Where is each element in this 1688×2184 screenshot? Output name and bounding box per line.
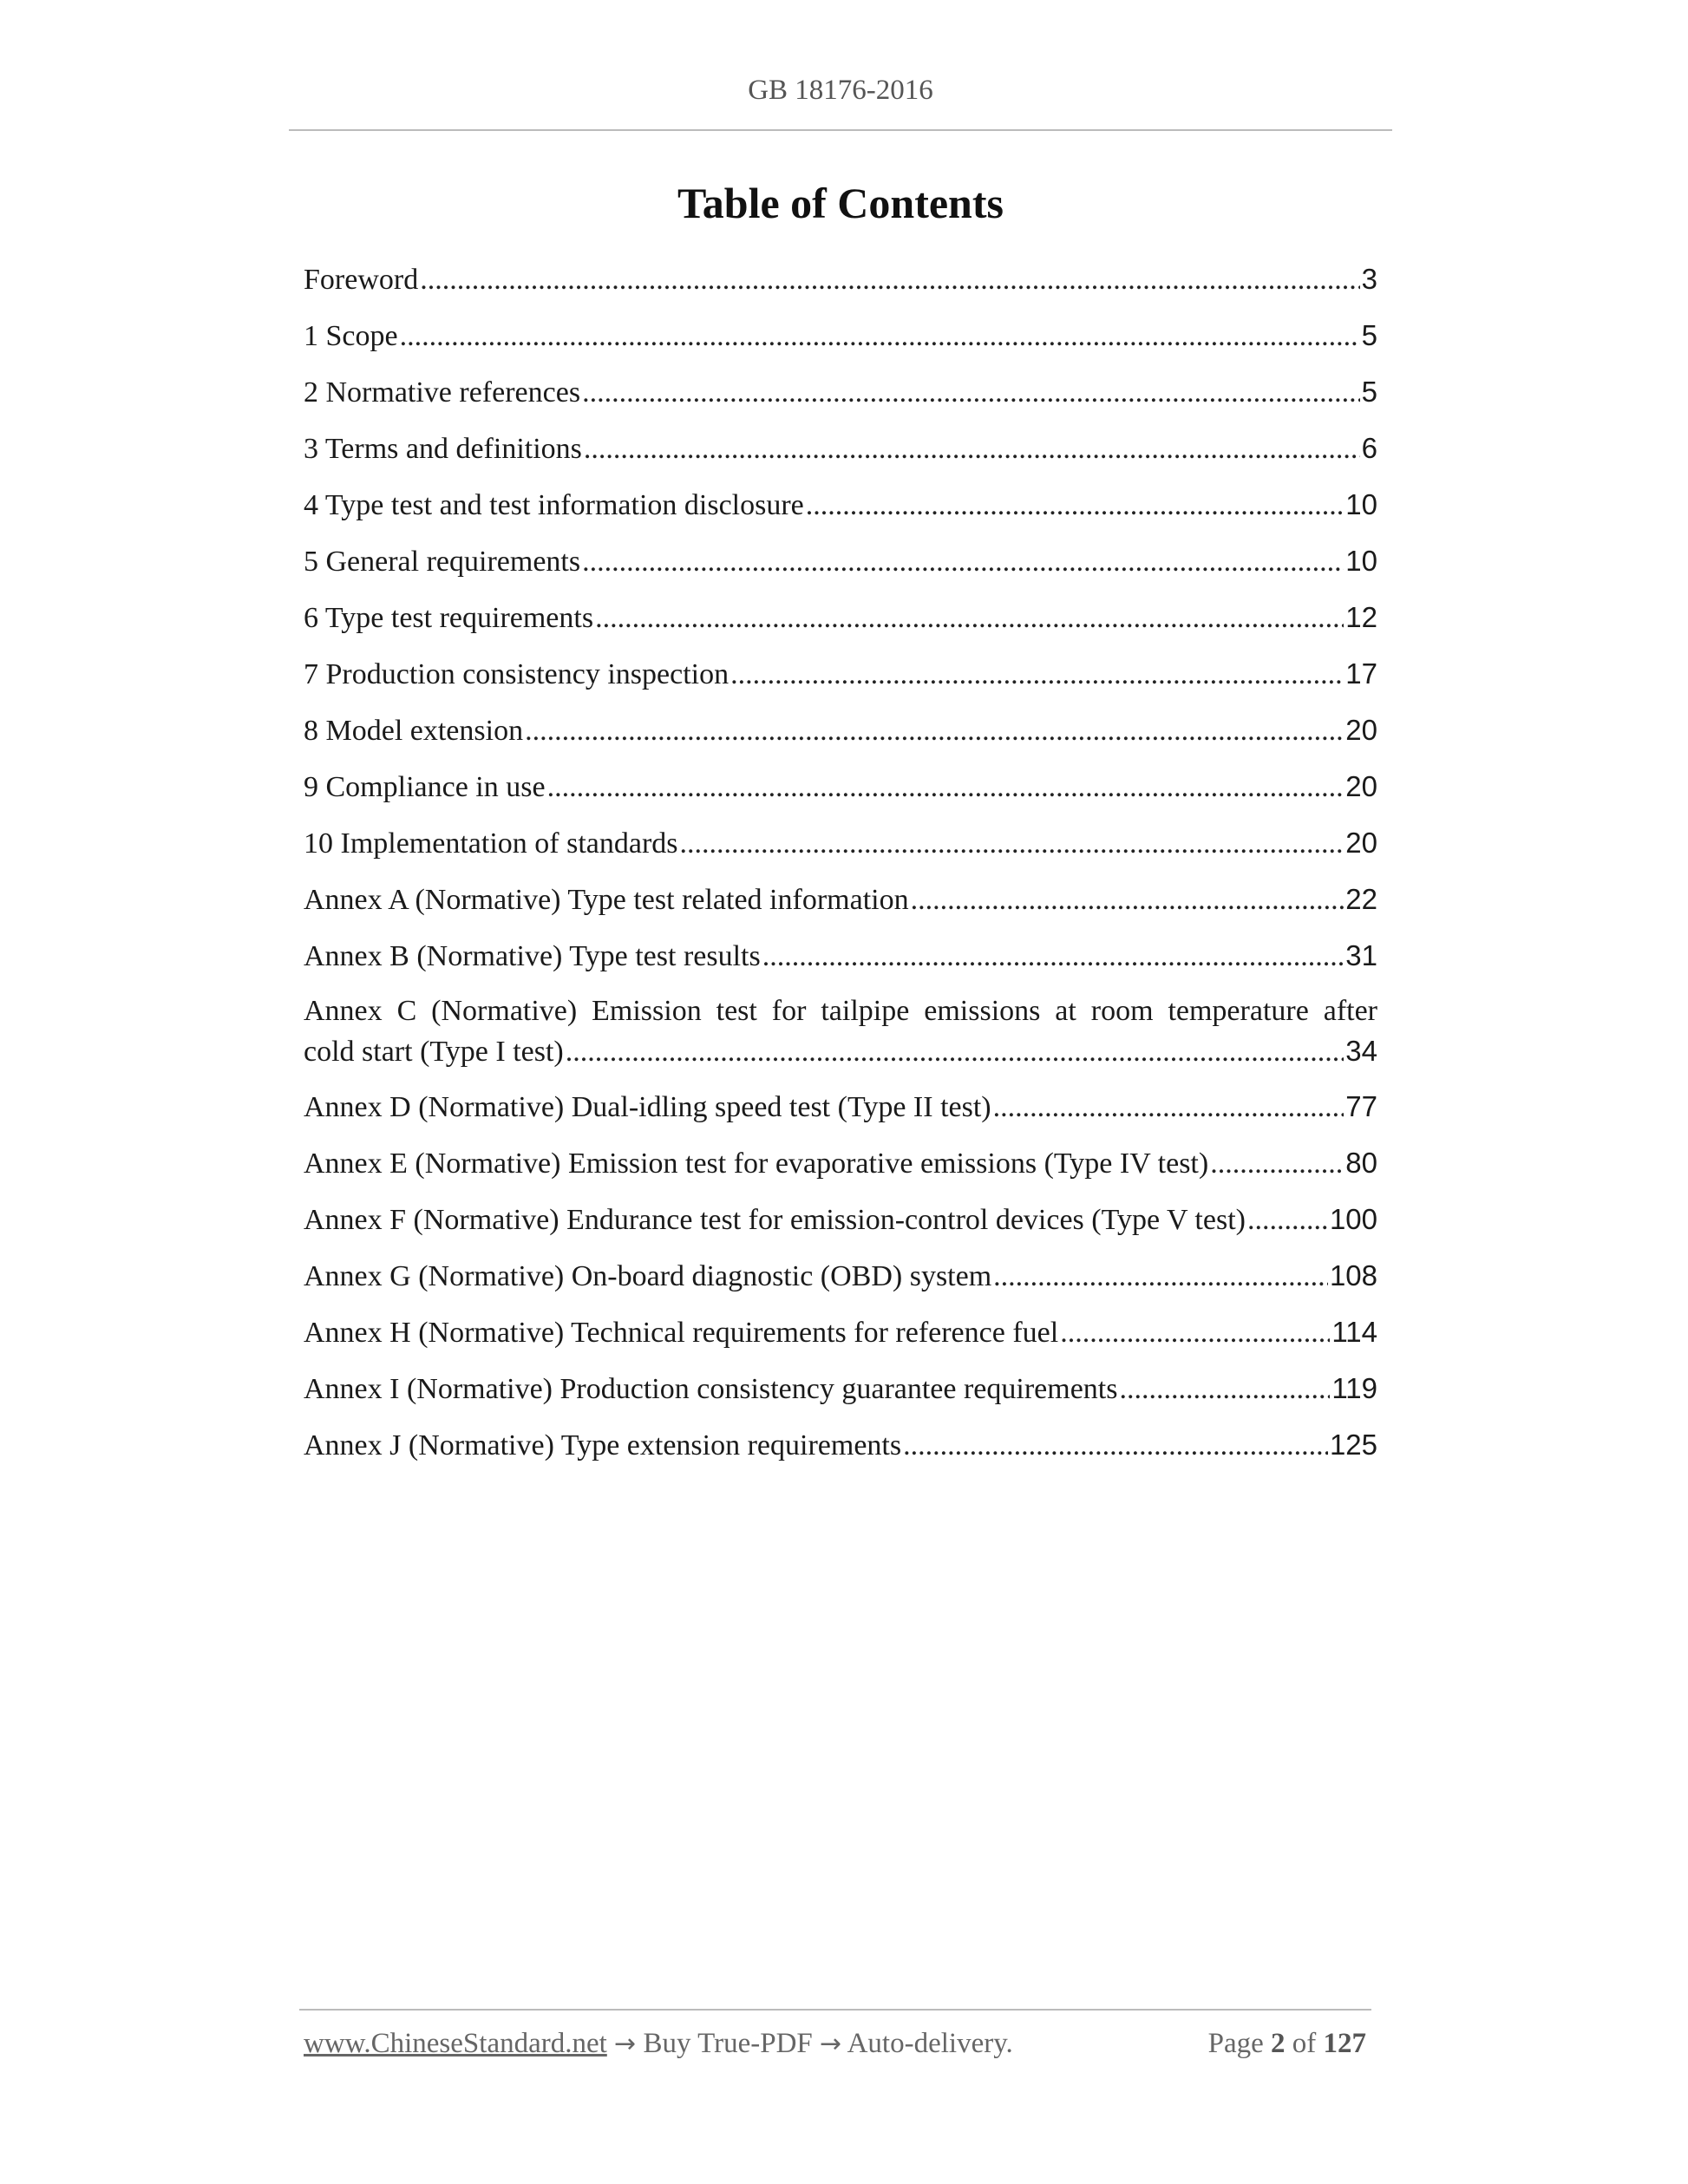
page-current: 2 [1271,2028,1286,2059]
toc-entry-label: 2 Normative references [304,376,581,409]
page-total: 127 [1323,2028,1366,2059]
toc-entry-annex-g[interactable] [304,1255,1377,1298]
toc-entry-annex-i[interactable] [304,1368,1377,1410]
toc-leader-dots [730,654,1344,696]
toc-entry-page: 108 [1329,1259,1377,1291]
toc-entry-label: 7 Production consistency inspection [304,658,730,690]
header-divider [289,129,1392,131]
toc-entry-page: 5 [1361,319,1377,351]
toc-entry-page: 80 [1345,1147,1377,1179]
toc-entry-label: Annex A (Normative) Type test related information [304,884,909,916]
toc-entry-annex-j[interactable] [304,1424,1377,1467]
toc-entry-page: 20 [1345,714,1377,746]
toc-entry-label: 6 Type test requirements [304,602,594,634]
toc-entry-label: 4 Type test and test information disclosure [304,489,804,521]
toc-leader-dots [400,316,1360,357]
toc-entry-page: 22 [1345,883,1377,915]
toc-entry-label: 8 Model extension [304,715,524,747]
toc-entry-annex-d[interactable] [304,1086,1377,1128]
toc-leader-dots [911,879,1345,921]
toc-leader-dots [1247,1200,1328,1241]
toc-leader-dots [903,1425,1328,1467]
page-indicator [1208,2028,1366,2060]
toc-leader-dots [993,1087,1345,1128]
footer-left [304,2028,1013,2060]
toc-leader-dots [806,485,1345,526]
toc-entry-line2 [304,1031,1377,1072]
toc-entry-page: 5 [1361,376,1377,408]
toc-entry-page: 77 [1345,1090,1377,1122]
toc-entry-page: 114 [1331,1316,1377,1348]
toc-entry-type-test-disclosure[interactable] [304,484,1377,526]
toc-entry-compliance-in-use[interactable] [304,766,1377,808]
toc-entry-annex-f[interactable] [304,1199,1377,1241]
toc-entry-label: Annex H (Normative) Technical requirements for reference fuel [304,1317,1059,1349]
toc-leader-dots [582,372,1360,414]
toc-entry-scope[interactable] [304,315,1377,357]
page-word: Page [1207,2028,1264,2059]
toc-entry-label: Annex E (Normative) Emission test for evaporative emissions (Type IV test) [304,1148,1209,1180]
toc-entry-label: 9 Compliance in use [304,771,546,803]
toc-entry-page: 6 [1361,432,1377,464]
toc-entry-page: 125 [1329,1429,1377,1461]
toc-entry-label: 1 Scope [304,320,398,352]
toc-entry-annex-a[interactable] [304,879,1377,921]
site-link[interactable]: www.ChineseStandard.net [304,2028,607,2059]
toc-leader-dots [582,541,1344,583]
toc-entry-page: 31 [1345,939,1377,971]
delivery-text: Auto-delivery. [847,2028,1013,2059]
toc-entry-foreword[interactable] [304,258,1377,301]
toc-entry-page: 20 [1345,827,1377,859]
toc-entry-annex-e[interactable] [304,1142,1377,1185]
toc-entry-production-consistency[interactable] [304,653,1377,696]
toc-entry-page: 34 [1345,1035,1377,1067]
arrow-right-icon: → [614,2029,637,2059]
toc-leader-dots [680,823,1345,865]
toc-entry-label: Foreword [304,264,419,296]
toc-entry-label: Annex F (Normative) Endurance test for emission-control devices (Type V test) [304,1204,1246,1236]
toc-entry-label-line1: Annex C (Normative) Emission test for tailpipe emissions at room temperature after [304,995,1377,1027]
toc-entry-page: 100 [1329,1203,1377,1235]
toc-entry-annex-b[interactable] [304,935,1377,978]
toc-entry-page: 12 [1345,601,1377,633]
toc-list [304,258,1377,1481]
toc-entry-label: 3 Terms and definitions [304,433,582,465]
toc-entry-page: 10 [1345,545,1377,577]
arrow-right-icon: → [820,2029,842,2059]
toc-entry-page: 10 [1345,488,1377,520]
toc-entry-page: 3 [1361,263,1377,295]
toc-entry-general-requirements[interactable] [304,540,1377,583]
toc-entry-label: Annex G (Normative) On-board diagnostic (OBD) system [304,1260,992,1292]
of-word: of [1292,2028,1317,2059]
toc-entry-label-line2: cold start (Type I test) [304,1036,564,1068]
toc-leader-dots [595,598,1344,639]
toc-leader-dots [993,1256,1328,1298]
toc-entry-annex-h[interactable] [304,1311,1377,1354]
toc-leader-dots [1119,1369,1330,1410]
buy-text: Buy True-PDF [643,2028,813,2059]
toc-entry-page: 20 [1345,770,1377,802]
toc-entry-label: Annex D (Normative) Dual-idling speed test (Type II test) [304,1091,991,1123]
page-title: Table of Contents [677,179,1004,227]
document-id-header: GB 18176-2016 [748,75,933,106]
toc-leader-dots [762,936,1345,978]
toc-entry-label: Annex I (Normative) Production consistency guarantee requirements [304,1373,1118,1405]
page-footer [304,2028,1366,2060]
toc-leader-dots [566,1032,1345,1072]
toc-leader-dots [584,428,1360,470]
toc-entry-page: 17 [1345,657,1377,690]
toc-leader-dots [547,767,1345,808]
toc-entry-terms-definitions[interactable] [304,428,1377,470]
toc-entry-model-extension[interactable] [304,709,1377,752]
toc-entry-label: Annex B (Normative) Type test results [304,940,761,972]
footer-divider [299,2009,1371,2011]
toc-entry-normative-references[interactable] [304,371,1377,414]
toc-leader-dots [1210,1143,1344,1185]
toc-entry-page: 119 [1331,1372,1377,1404]
toc-entry-label: 5 General requirements [304,546,581,578]
toc-leader-dots [1060,1312,1330,1354]
toc-entry-annex-c[interactable] [304,991,1377,1072]
toc-entry-label: Annex J (Normative) Type extension requirements [304,1429,902,1461]
toc-entry-label: 10 Implementation of standards [304,827,678,860]
toc-leader-dots [420,259,1359,301]
toc-entry-implementation[interactable] [304,822,1377,865]
toc-leader-dots [525,710,1344,752]
toc-entry-type-test-requirements[interactable] [304,597,1377,639]
